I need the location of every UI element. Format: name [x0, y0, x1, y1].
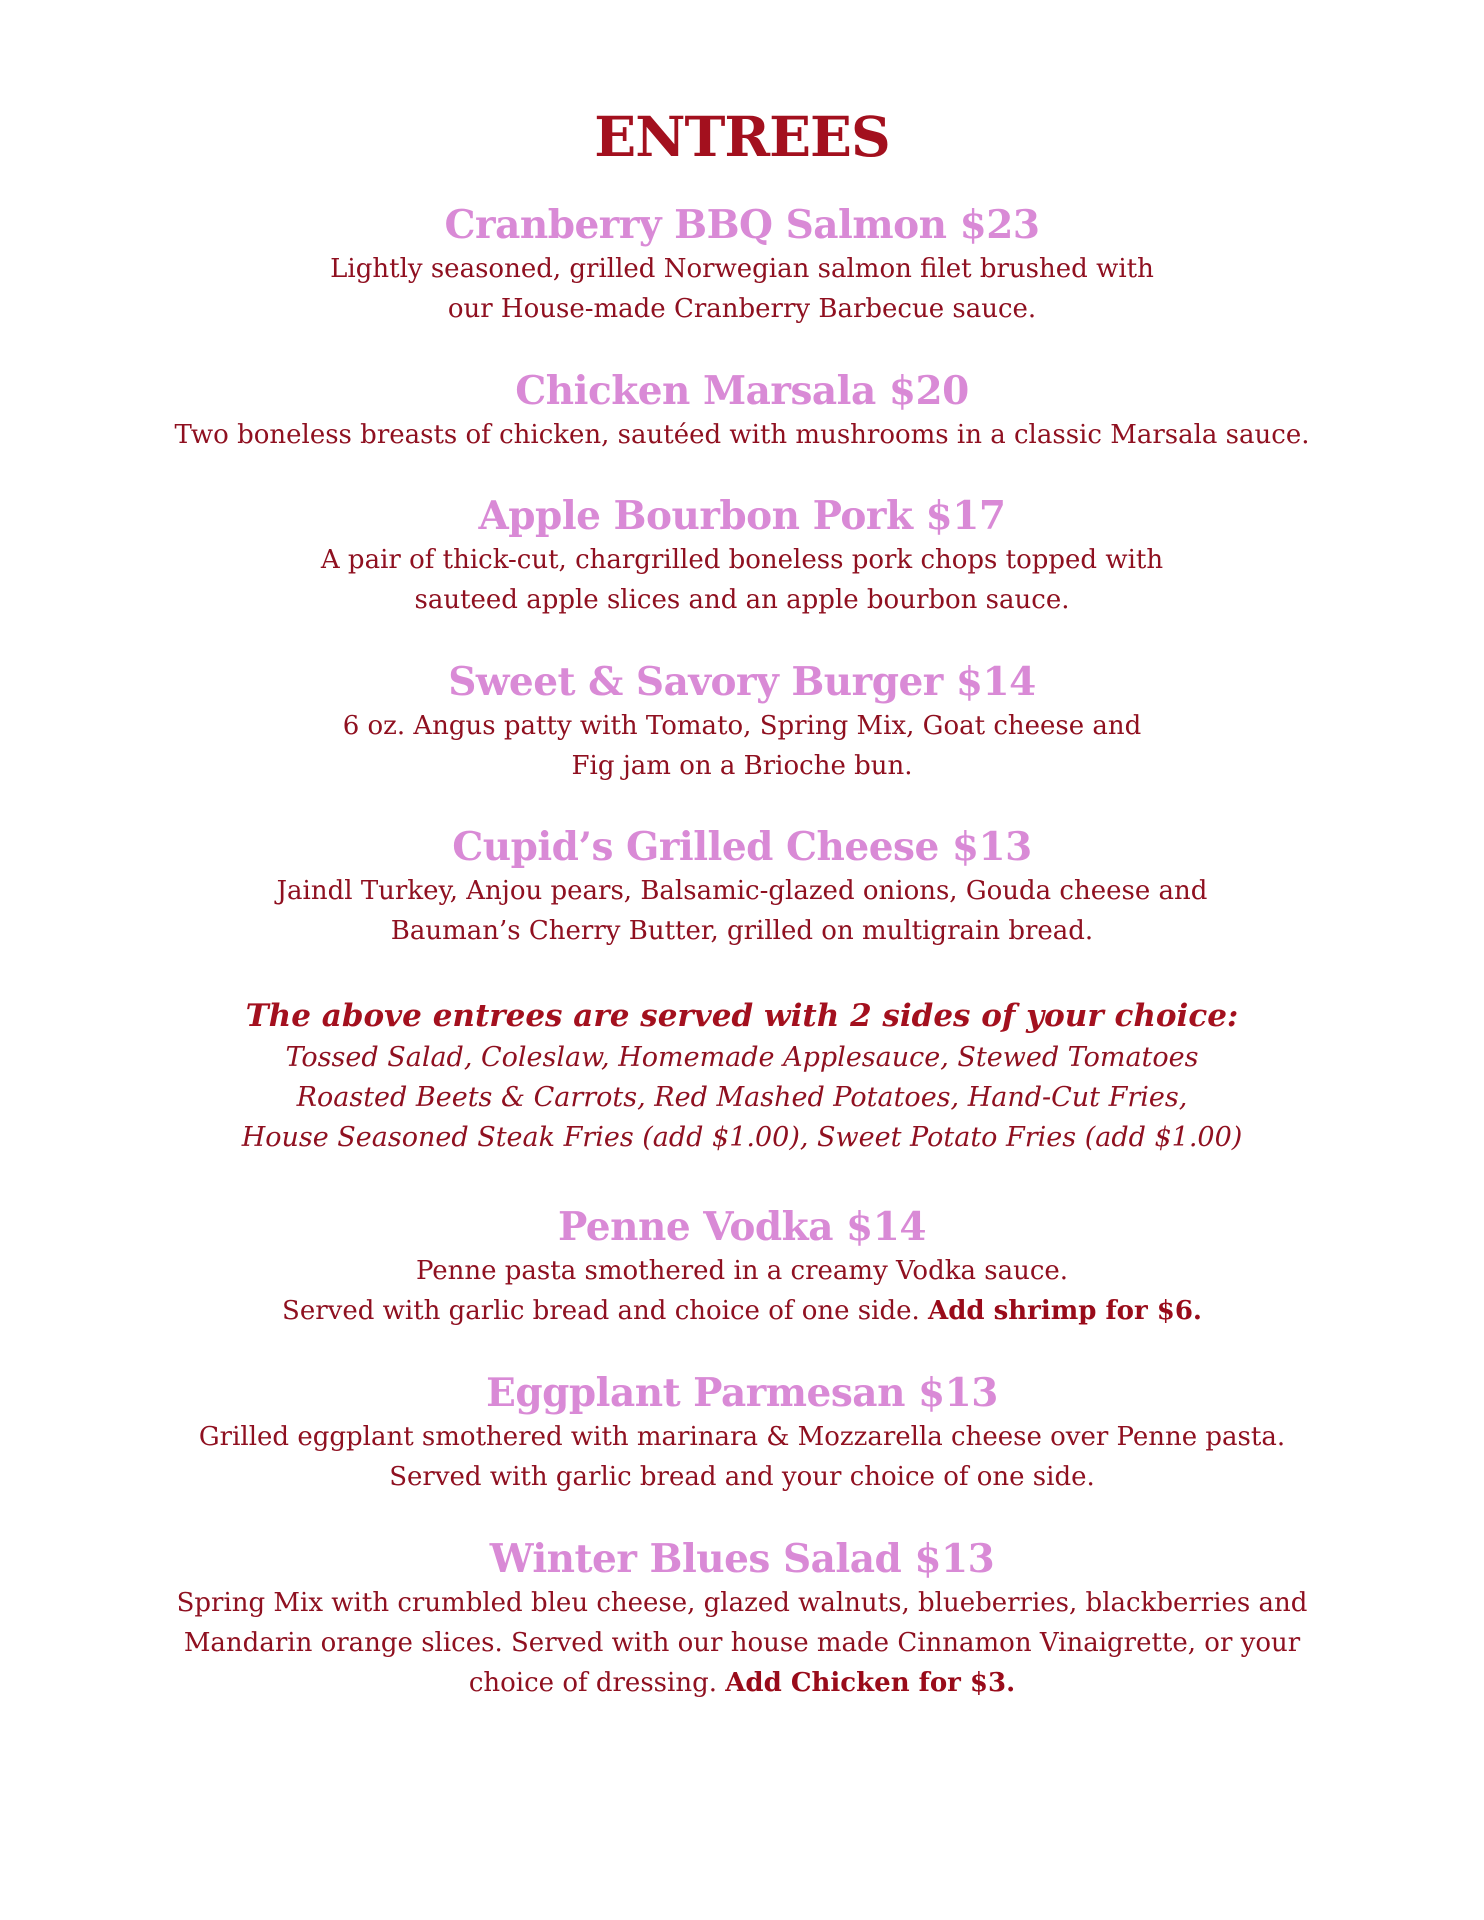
- menu-item-apple-bourbon-pork: [0, 492, 1484, 620]
- menu-item-chicken-marsala: [0, 367, 1484, 455]
- sides-heading: The above entrees are served with 2 sides of your choice:: [245, 998, 1239, 1034]
- menu-item-cranberry-bbq-salmon: [0, 201, 1484, 329]
- description-line: 6 oz. Angus patty with Tomato, Spring Mix, Goat cheese and: [342, 711, 1142, 741]
- description-line: Spring Mix with crumbled bleu cheese, glazed walnuts, blueberries, blackberries and: [176, 1588, 1308, 1618]
- menu-item-description: [0, 249, 1484, 329]
- description-line: [0, 1663, 1484, 1703]
- menu-item-name: Winter Blues Salad $13: [489, 1536, 995, 1582]
- page-title: ENTREES: [594, 104, 890, 169]
- menu-item-description: [0, 706, 1484, 786]
- menu-item-eggplant-parmesan: [0, 1369, 1484, 1497]
- description-line: Grilled eggplant smothered with marinara & Mozzarella cheese over Penne pasta.: [198, 1422, 1286, 1452]
- menu-item-name: Cupid’s Grilled Cheese $13: [452, 824, 1032, 870]
- sides-section: [0, 994, 1484, 1158]
- menu-item-winter-blues-salad: [0, 1535, 1484, 1703]
- addon-text: Add Chicken for $3.: [725, 1668, 1016, 1698]
- menu-item-cupids-grilled-cheese: [0, 823, 1484, 951]
- description-line: Lightly seasoned, grilled Norwegian salmon filet brushed with: [330, 254, 1154, 284]
- menu-item-name: Apple Bourbon Pork $17: [478, 493, 1006, 539]
- description-line: Two boneless breasts of chicken, sautéed with mushrooms in a classic Marsala sauce.: [174, 420, 1310, 450]
- description-line: Fig jam on a Brioche bun.: [571, 751, 913, 781]
- description-line: [0, 1291, 1484, 1331]
- description-text: choice of dressing.: [468, 1668, 717, 1698]
- sides-line: House Seasoned Steak Fries (add $1.00), Sweet Potato Fries (add $1.00): [241, 1122, 1243, 1153]
- menu-item-name: Cranberry BBQ Salmon $23: [444, 202, 1040, 248]
- menu-item-sweet-savory-burger: [0, 658, 1484, 786]
- menu-item-name: Penne Vodka $14: [558, 1204, 926, 1250]
- addon-text: Add shrimp for $6.: [928, 1296, 1202, 1326]
- description-line: our House-made Cranberry Barbecue sauce.: [447, 294, 1037, 324]
- description-line: A pair of thick-cut, chargrilled boneless pork chops topped with: [320, 545, 1164, 575]
- menu-item-description: [0, 540, 1484, 620]
- description-text: Served with garlic bread and choice of one side.: [282, 1296, 920, 1326]
- description-line: Penne pasta smothered in a creamy Vodka sauce.: [415, 1256, 1069, 1286]
- description-line: Served with garlic bread and your choice of one side.: [389, 1462, 1095, 1492]
- menu-item-description: [0, 415, 1484, 455]
- menu-item-description: [0, 1251, 1484, 1331]
- menu-item-description: [0, 871, 1484, 951]
- menu-item-penne-vodka: [0, 1203, 1484, 1331]
- menu-item-description: [0, 1417, 1484, 1497]
- description-line: Mandarin orange slices. Served with our house made Cinnamon Vinaigrette, or your: [183, 1628, 1301, 1658]
- menu-item-name: Eggplant Parmesan $13: [486, 1370, 998, 1416]
- description-line: sauteed apple slices and an apple bourbon sauce.: [414, 585, 1070, 615]
- menu-item-name: Sweet & Savory Burger $14: [448, 659, 1036, 705]
- description-line: Jaindl Turkey, Anjou pears, Balsamic-glazed onions, Gouda cheese and: [276, 876, 1208, 906]
- description-line: Bauman’s Cherry Butter, grilled on multigrain bread.: [390, 916, 1094, 946]
- menu-item-name: Chicken Marsala $20: [515, 368, 969, 414]
- sides-line: Tossed Salad, Coleslaw, Homemade Applesauce, Stewed Tomatoes: [285, 1042, 1199, 1073]
- menu-item-description: [0, 1583, 1484, 1703]
- sides-line: Roasted Beets & Carrots, Red Mashed Potatoes, Hand-Cut Fries,: [296, 1082, 1188, 1113]
